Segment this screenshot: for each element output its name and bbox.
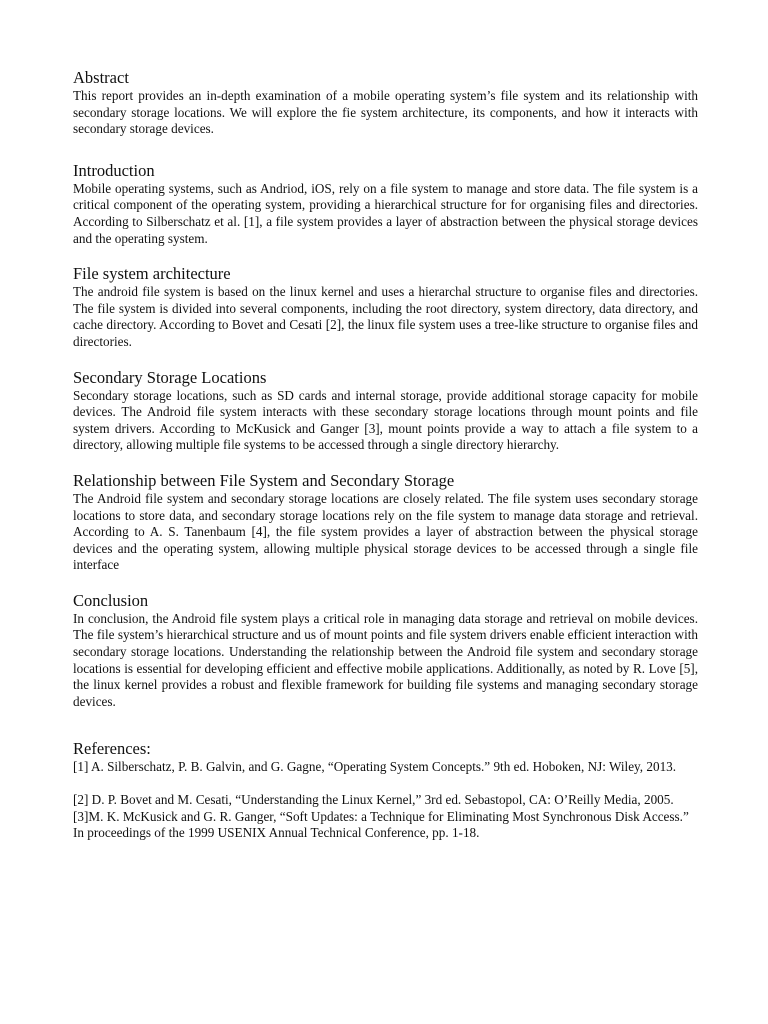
introduction-section bbox=[73, 161, 698, 247]
references-section bbox=[73, 739, 698, 841]
reference-item-3: [3]M. K. McKusick and G. R. Ganger, “Soft Updates: a Technique for Eliminating Most Synchronous Disk Access.” In proceedings of the 1999 USENIX Annual Technical Conference, pp. 1-18. bbox=[73, 808, 689, 841]
introduction-heading: Introduction bbox=[73, 160, 155, 180]
secondary-storage-heading: Secondary Storage Locations bbox=[73, 367, 267, 387]
introduction-text: Mobile operating systems, such as Andriod, iOS, rely on a file system to manage and store data. The file system is a critical component of the operating system, providing a hierarchical structure for for organising files and directories. According to Silberschatz et al. [1], a file system provides a layer of abstraction between the physical storage devices and the operating system. bbox=[73, 180, 698, 246]
relationship-section bbox=[73, 471, 698, 574]
relationship-text: The Android file system and secondary storage locations are closely related. The file system uses secondary storage locations to store data, and secondary storage locations rely on the file system to manage data storage and retrieval. According to A. S. Tanenbaum [4], the file system provides a layer of abstraction between the physical storage devices and the operating system, allowing multiple physical storage devices to be accessed through a single file interface bbox=[73, 490, 698, 573]
abstract-text: This report provides an in-depth examination of a mobile operating system’s file system and its relationship with secondary storage locations. We will explore the fie system architecture, its components, and how it interacts with secondary storage devices. bbox=[73, 88, 698, 137]
conclusion-section bbox=[73, 591, 698, 711]
document-page bbox=[73, 68, 698, 842]
secondary-storage-section bbox=[73, 368, 698, 454]
architecture-text: The android file system is based on the linux kernel and uses a hierarchal structure to organise files and directories. The file system is divided into several components, including the root directory, system directory, data directory, and cache directory. According to Bovet and Cesati [2], the linux file system uses a tree-like structure to organise files and directories. bbox=[73, 284, 698, 349]
reference-item-1: [1] A. Silberschatz, P. B. Galvin, and G. Gagne, “Operating System Concepts.” 9th ed. Hoboken, NJ: Wiley, 2013. bbox=[73, 759, 677, 775]
architecture-heading: File system architecture bbox=[73, 264, 231, 284]
references-heading: References: bbox=[73, 739, 151, 759]
secondary-storage-text: Secondary storage locations, such as SD cards and internal storage, provide additional storage capacity for mobile devices. The Android file system interacts with these secondary storage locations through mount points and file system drivers. According to McKusick and Ganger [3], mount points provide a way to attach a file system to a directory, allowing multiple file systems to be accessed through a single directory hierarchy. bbox=[73, 387, 698, 453]
architecture-section bbox=[73, 264, 698, 350]
relationship-heading: Relationship between File System and Secondary Storage bbox=[73, 470, 455, 490]
conclusion-text: In conclusion, the Android file system plays a critical role in managing data storage and retrieval on mobile devices. The file system’s hierarchical structure and us of mount points and file system drivers enable efficient interaction with secondary storage locations. Understanding the relationship between the Android file system and secondary storage locations is essential for developing efficient and effective mobile applications. Additionally, as noted by R. Love [5], the linux kernel provides a robust and flexible framework for building file systems and managing secondary storage devices. bbox=[73, 610, 698, 709]
abstract-section bbox=[73, 68, 698, 138]
abstract-heading: Abstract bbox=[73, 68, 129, 87]
conclusion-heading: Conclusion bbox=[73, 590, 149, 610]
reference-item-2: [2] D. P. Bovet and M. Cesati, “Understanding the Linux Kernel,” 3rd ed. Sebastopol, CA: O’Reilly Media, 2005. bbox=[73, 792, 674, 808]
